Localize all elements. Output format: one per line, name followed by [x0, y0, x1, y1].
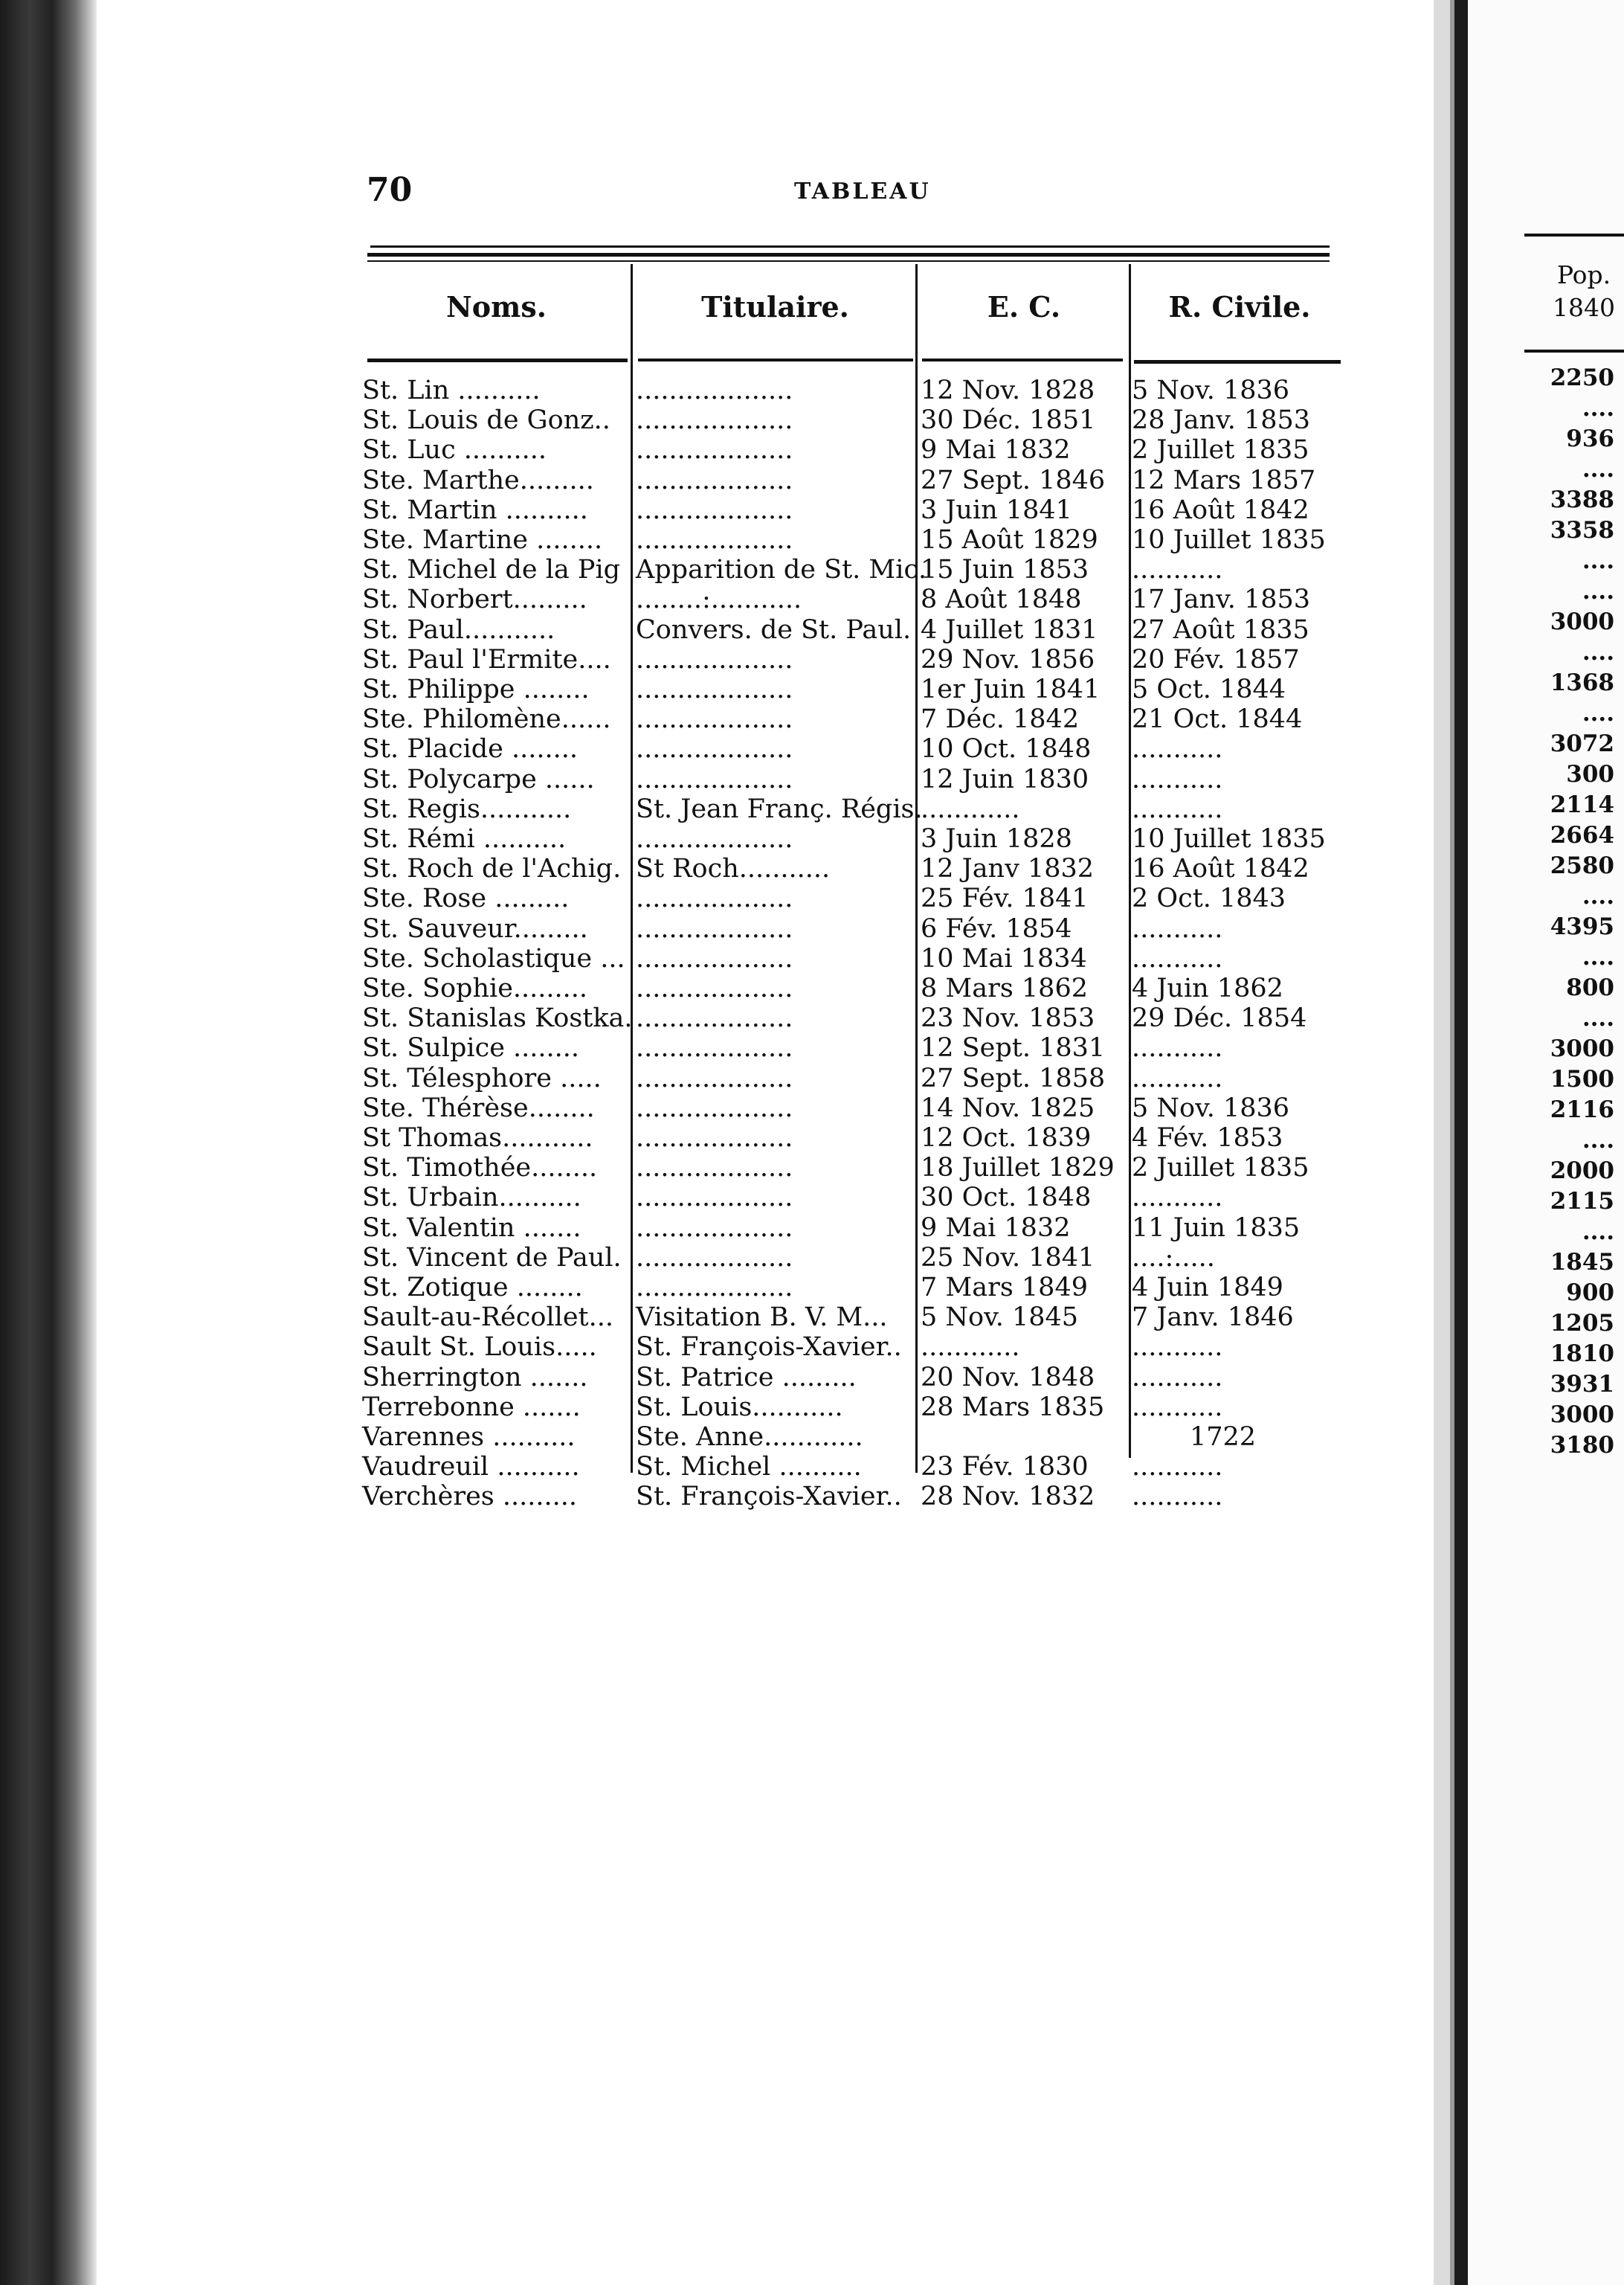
page-divider: [1454, 0, 1468, 2285]
row-nom: St. Roch de l'Achig.: [362, 854, 622, 884]
facing-pop-value: 936: [1566, 425, 1614, 452]
row-ec: 4 Juillet 1831: [921, 614, 1098, 645]
facing-pop-value: ....: [1582, 1005, 1614, 1032]
facing-pop-value: 900: [1566, 1279, 1614, 1306]
row-titulaire: ...................: [636, 913, 793, 944]
facing-pop-value: 3931: [1550, 1371, 1614, 1398]
facing-pop-value: ....: [1582, 456, 1614, 483]
row-ec: 20 Nov. 1848: [921, 1362, 1095, 1392]
facing-pop-value: 300: [1566, 761, 1614, 788]
row-titulaire: ...................: [636, 465, 793, 495]
facing-pop-value: ....: [1582, 578, 1614, 605]
row-rc: 2 Oct. 1843: [1132, 884, 1286, 914]
row-ec: 12 Janv 1832: [921, 854, 1095, 884]
row-nom: St. Paul...........: [362, 614, 555, 645]
row-rc: ...........: [1132, 1183, 1223, 1213]
row-rc: 16 Août 1842: [1132, 854, 1309, 884]
row-rc: 28 Janv. 1853: [1132, 405, 1311, 436]
row-ec: 25 Nov. 1841: [921, 1242, 1095, 1273]
row-ec: 3 Juin 1828: [921, 824, 1072, 854]
row-rc: ...........: [1132, 1482, 1223, 1512]
row-titulaire: ...................: [636, 974, 793, 1003]
row-ec: 8 Mars 1862: [921, 974, 1088, 1003]
row-nom: Ste. Thérèse........: [362, 1093, 595, 1123]
row-rc: ...........: [1132, 1362, 1223, 1392]
row-rc: 4 Juin 1849: [1132, 1273, 1283, 1302]
row-titulaire: ...................: [636, 1242, 793, 1273]
facing-pop-value: 2115: [1550, 1188, 1614, 1215]
row-titulaire: ...................: [636, 675, 793, 704]
row-rc: ...........: [1132, 943, 1223, 974]
header-noms: Noms.: [446, 290, 547, 324]
row-titulaire: ...................: [636, 1093, 793, 1123]
row-nom: Terrebonne .......: [362, 1392, 581, 1422]
row-rc: 1722: [1190, 1422, 1257, 1452]
row-ec: 28 Nov. 1832: [921, 1482, 1095, 1512]
facing-header-year: 1840: [1553, 293, 1615, 322]
facing-pop-value: 2664: [1550, 822, 1614, 849]
header-rule-noms: [367, 359, 628, 362]
row-nom: St. Timothée........: [362, 1153, 598, 1183]
row-ec: 8 Août 1848: [921, 585, 1082, 615]
row-titulaire: St. Louis...........: [636, 1392, 843, 1422]
row-titulaire: ...................: [636, 1212, 793, 1243]
row-ec: 10 Mai 1834: [921, 943, 1087, 974]
row-ec: 7 Mars 1849: [921, 1273, 1088, 1302]
row-titulaire: ...................: [636, 943, 793, 974]
row-titulaire: ...................: [636, 435, 793, 466]
row-nom: Sherrington .......: [362, 1362, 588, 1392]
row-ec: 9 Mai 1832: [921, 435, 1071, 466]
row-ec: 25 Fév. 1841: [921, 884, 1089, 914]
facing-pop-value: 800: [1566, 974, 1614, 1001]
row-titulaire: ...................: [636, 495, 793, 525]
row-titulaire: ...................: [636, 734, 793, 765]
header-rc: R. Civile.: [1168, 290, 1311, 324]
row-rc: 16 Août 1842: [1132, 495, 1309, 525]
row-nom: St. Stanislas Kostka.: [362, 1003, 633, 1034]
row-nom: St. Philippe ........: [362, 675, 590, 704]
row-ec: 12 Oct. 1839: [921, 1123, 1092, 1153]
row-nom: St. Vincent de Paul.: [362, 1242, 622, 1273]
row-rc: ...........: [1132, 1392, 1223, 1422]
facing-pop-value: 3000: [1550, 608, 1614, 635]
row-rc: 2 Juillet 1835: [1132, 1153, 1309, 1183]
facing-rule-top: [1524, 234, 1624, 237]
row-ec: 18 Juillet 1829: [921, 1153, 1115, 1183]
row-titulaire: ...................: [636, 1273, 793, 1302]
row-titulaire: ...................: [636, 1153, 793, 1183]
facing-pop-value: 3000: [1550, 1035, 1614, 1062]
row-ec: 9 Mai 1832: [921, 1212, 1071, 1243]
facing-pop-value: ....: [1582, 1218, 1614, 1245]
row-titulaire: ...................: [636, 525, 793, 555]
row-ec: 12 Sept. 1831: [921, 1033, 1106, 1064]
row-nom: Sault-au-Récollet...: [362, 1302, 613, 1333]
facing-pop-value: 3000: [1550, 1401, 1614, 1428]
row-titulaire: Convers. de St. Paul.: [636, 614, 912, 645]
header-ec: E. C.: [987, 290, 1061, 324]
facing-pop-value: 1368: [1550, 669, 1614, 696]
row-rc: 12 Mars 1857: [1132, 465, 1316, 495]
header-rule-ec: [922, 359, 1123, 361]
row-nom: Varennes ..........: [362, 1422, 576, 1452]
row-rc: ...........: [1132, 555, 1223, 585]
row-ec: 29 Nov. 1856: [921, 644, 1095, 675]
row-rc: ...........: [1132, 1033, 1223, 1064]
row-titulaire: St. Jean Franç. Régis.: [636, 794, 923, 824]
row-ec: ............: [921, 794, 1020, 824]
facing-pop-value: 2250: [1550, 364, 1614, 391]
row-nom: Ste. Martine ........: [362, 525, 603, 555]
facing-pop-value: 2114: [1550, 791, 1614, 818]
row-rc: 5 Oct. 1844: [1132, 675, 1286, 704]
row-ec: 10 Oct. 1848: [921, 734, 1092, 765]
row-nom: Ste. Marthe.........: [362, 465, 594, 495]
row-rc: ...........: [1132, 734, 1223, 765]
row-nom: St. Valentin .......: [362, 1212, 581, 1243]
row-nom: St. Rémi ..........: [362, 824, 567, 854]
facing-pop-value: 1845: [1550, 1249, 1614, 1276]
row-rc: 17 Janv. 1853: [1132, 585, 1311, 615]
row-ec: 15 Juin 1853: [921, 555, 1089, 585]
row-titulaire: St. Michel ..........: [636, 1452, 862, 1482]
row-ec: 14 Nov. 1825: [921, 1093, 1095, 1123]
row-nom: St. Michel de la Pig: [362, 555, 621, 585]
row-titulaire: ........:...........: [636, 585, 802, 615]
row-nom: St. Luc ..........: [362, 435, 547, 466]
row-rc: 11 Juin 1835: [1132, 1212, 1301, 1243]
row-nom: Ste. Scholastique ...: [362, 943, 625, 974]
row-rc: ...........: [1132, 794, 1223, 824]
row-ec: 12 Juin 1830: [921, 764, 1089, 794]
row-rc: 4 Fév. 1853: [1132, 1123, 1283, 1153]
facing-pop-value: 3358: [1550, 517, 1614, 544]
row-ec: 23 Nov. 1853: [921, 1003, 1095, 1034]
row-ec: 15 Août 1829: [921, 525, 1098, 555]
facing-pop-value: ....: [1582, 883, 1614, 910]
top-rule-thick: [367, 253, 1330, 257]
running-head: TABLEAU: [794, 179, 931, 205]
row-ec: 1er Juin 1841: [921, 675, 1101, 704]
facing-pop-value: 3388: [1550, 486, 1614, 513]
facing-pop-value: 2116: [1550, 1096, 1614, 1123]
row-titulaire: St. Patrice .........: [636, 1362, 857, 1392]
facing-header-pop: Pop.: [1556, 260, 1611, 289]
row-titulaire: ...................: [636, 884, 793, 914]
row-nom: St. Télesphore .....: [362, 1063, 602, 1093]
row-rc: 2 Juillet 1835: [1132, 435, 1309, 466]
row-nom: Sault St. Louis.....: [362, 1332, 597, 1363]
row-ec: 27 Sept. 1858: [921, 1063, 1106, 1093]
row-rc: 10 Juillet 1835: [1132, 824, 1326, 854]
row-rc: 7 Janv. 1846: [1132, 1302, 1294, 1333]
row-titulaire: ...................: [636, 405, 793, 436]
row-nom: St. Polycarpe ......: [362, 764, 595, 794]
row-titulaire: ...................: [636, 644, 793, 675]
row-rc: ...........: [1132, 764, 1223, 794]
row-titulaire: ...................: [636, 704, 793, 735]
facing-pop-value: ....: [1582, 700, 1614, 727]
facing-pop-value: 3072: [1550, 730, 1614, 757]
row-rc: 10 Juillet 1835: [1132, 525, 1326, 555]
row-rc: ...........: [1132, 1332, 1223, 1363]
page-gutter: [1434, 0, 1450, 2285]
row-nom: Ste. Philomène......: [362, 704, 611, 735]
row-rc: ...........: [1132, 913, 1223, 944]
row-ec: 7 Déc. 1842: [921, 704, 1080, 735]
row-nom: Verchères .........: [362, 1482, 578, 1512]
row-ec: 6 Fév. 1854: [921, 913, 1072, 944]
row-titulaire: ...................: [636, 824, 793, 854]
facing-pop-value: ....: [1582, 639, 1614, 666]
row-titulaire: Ste. Anne............: [636, 1422, 863, 1452]
book-binding-edge: [0, 0, 97, 2285]
row-ec: 27 Sept. 1846: [921, 465, 1106, 495]
row-nom: St. Lin ..........: [362, 376, 541, 405]
row-rc: 5 Nov. 1836: [1132, 376, 1290, 405]
row-nom: St. Sulpice ........: [362, 1033, 580, 1064]
row-titulaire: ...................: [636, 1033, 793, 1064]
facing-pop-value: 1205: [1550, 1310, 1614, 1337]
row-ec: 5 Nov. 1845: [921, 1302, 1079, 1333]
facing-pop-value: ....: [1582, 547, 1614, 574]
row-ec: 12 Nov. 1828: [921, 376, 1095, 405]
row-titulaire: ...................: [636, 1123, 793, 1153]
facing-pop-value: ....: [1582, 1127, 1614, 1154]
row-nom: St. Paul l'Ermite....: [362, 644, 611, 675]
row-rc: ....:.....: [1132, 1242, 1215, 1273]
row-nom: St. Sauveur.........: [362, 913, 588, 944]
row-ec: ............: [921, 1332, 1020, 1363]
row-nom: St. Placide ........: [362, 734, 578, 765]
row-titulaire: St. François-Xavier..: [636, 1482, 902, 1512]
row-titulaire: ...................: [636, 1183, 793, 1213]
row-ec: 30 Déc. 1851: [921, 405, 1096, 436]
facing-pop-value: 1810: [1550, 1340, 1614, 1367]
row-nom: Vaudreuil ..........: [362, 1452, 580, 1482]
page-number: 70: [367, 171, 413, 209]
row-rc: ...........: [1132, 1452, 1223, 1482]
row-titulaire: ...................: [636, 376, 793, 405]
row-titulaire: Apparition de St. Mic.: [636, 555, 927, 585]
row-rc: 20 Fév. 1857: [1132, 644, 1300, 675]
row-titulaire: ...................: [636, 1003, 793, 1034]
column-rule-2: [915, 264, 918, 1473]
row-rc: 29 Déc. 1854: [1132, 1003, 1307, 1034]
row-ec: 30 Oct. 1848: [921, 1183, 1092, 1213]
row-nom: St. Louis de Gonz..: [362, 405, 610, 436]
row-rc: ...........: [1132, 1063, 1223, 1093]
facing-pop-value: 2000: [1550, 1157, 1614, 1184]
row-rc: 27 Août 1835: [1132, 614, 1309, 645]
row-ec: 23 Fév. 1830: [921, 1452, 1089, 1482]
top-rule-thin-2: [367, 260, 1330, 262]
row-rc: 4 Juin 1862: [1132, 974, 1283, 1003]
top-rule-thin: [370, 245, 1330, 248]
header-rule-rc: [1134, 360, 1341, 364]
row-nom: St. Urbain..........: [362, 1183, 581, 1213]
header-rule-titulaire: [638, 359, 913, 361]
facing-pop-value: 4395: [1550, 913, 1614, 940]
row-nom: St. Martin ..........: [362, 495, 588, 525]
row-titulaire: ...................: [636, 764, 793, 794]
facing-pop-value: 3180: [1550, 1432, 1614, 1459]
row-nom: St. Norbert.........: [362, 585, 587, 615]
row-ec: 3 Juin 1841: [921, 495, 1072, 525]
facing-pop-value: 2580: [1550, 852, 1614, 879]
row-titulaire: ...................: [636, 1063, 793, 1093]
row-nom: Ste. Rose .........: [362, 884, 570, 914]
header-titulaire: Titulaire.: [701, 290, 849, 324]
column-rule-3: [1129, 264, 1131, 1458]
row-titulaire: St Roch...........: [636, 854, 831, 884]
facing-pop-value: ....: [1582, 395, 1614, 422]
row-nom: St. Zotique ........: [362, 1273, 583, 1302]
facing-rule-header: [1524, 350, 1624, 353]
row-ec: 28 Mars 1835: [921, 1392, 1105, 1422]
row-titulaire: Visitation B. V. M...: [636, 1302, 888, 1333]
facing-pop-value: 1500: [1550, 1066, 1614, 1093]
row-rc: 5 Nov. 1836: [1132, 1093, 1290, 1123]
facing-pop-value: ....: [1582, 944, 1614, 971]
column-rule-1: [631, 264, 633, 1473]
row-nom: Ste. Sophie.........: [362, 974, 588, 1003]
row-nom: St Thomas...........: [362, 1123, 593, 1153]
row-nom: St. Regis...........: [362, 794, 572, 824]
row-titulaire: St. François-Xavier..: [636, 1332, 902, 1363]
row-rc: 21 Oct. 1844: [1132, 704, 1303, 735]
